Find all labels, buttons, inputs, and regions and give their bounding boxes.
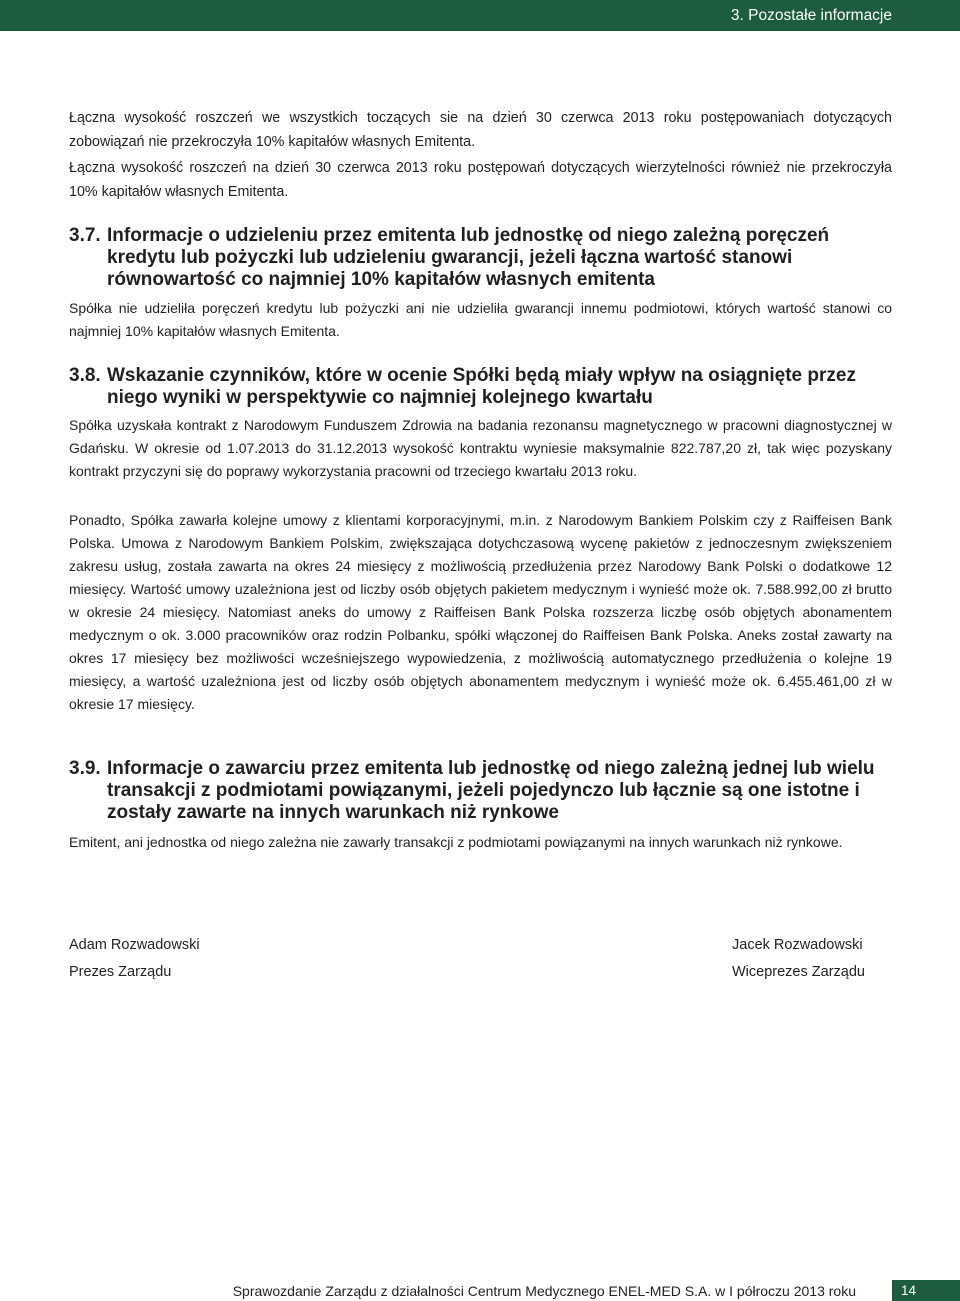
- section-3-9-paragraph: Emitent, ani jednostka od niego zależna nie zawarły transakcji z podmiotami powiązanymi na innych warunkach niż rynkowe.: [69, 834, 843, 850]
- heading-3-8-title: Wskazanie czynników, które w ocenie Spółki będą miały wpływ na osiągnięte przez niego wyniki w perspektywie co najmniej kolejnego kwartału: [107, 365, 856, 408]
- page-number: 14: [901, 1283, 917, 1298]
- page-number-box: [892, 1280, 960, 1301]
- intro-paragraph-1: Łączna wysokość roszczeń we wszystkich toczących sie na dzień 30 czerwca 2013 roku postępowaniach dotyczących zobowiązań nie przekroczyła 10% kapitałów własnych Emitenta.: [69, 110, 892, 150]
- signature-right: [732, 932, 865, 986]
- section-3-7-paragraph: Spółka nie udzieliła poręczeń kredytu lub pożyczki ani nie udzieliła gwarancji innemu podmiotowi, których wartość stanowi co najmniej 10% kapitałów własnych Emitenta.: [69, 300, 892, 339]
- heading-3-7: [69, 225, 892, 291]
- intro-paragraph-2: Łączna wysokość roszczeń na dzień 30 czerwca 2013 roku postępowań dotyczących wierzytelności również nie przekroczyła 10% kapitałów własnych Emitenta.: [69, 160, 892, 200]
- signature-left: [69, 932, 200, 986]
- heading-3-8: [69, 365, 892, 409]
- signature-right-name: Jacek Rozwadowski: [732, 937, 863, 953]
- signature-left-role: Prezes Zarządu: [69, 964, 172, 980]
- section-3-8-paragraph-1: Spółka uzyskała kontrakt z Narodowym Funduszem Zdrowia na badania rezonansu magnetycznego w pracowni diagnostycznej w Gdańsku. W okresie od 1.07.2013 do 31.12.2013 wysokość kontraktu wyniesie maksymalnie 822.787,20 zł, tak więc pozyskany kontrakt przyczyni się do poprawy wykorzystania pracowni od trzeciego kwartału 2013 roku.: [69, 417, 892, 479]
- signature-right-role: Wiceprezes Zarządu: [732, 964, 865, 980]
- section-title: 3. Pozostałe informacje: [730, 7, 892, 24]
- heading-3-8-number: 3.8.: [69, 365, 101, 386]
- heading-3-9-title: Informacje o zawarciu przez emitenta lub jednostkę od niego zależną jednej lub wielu transakcji z podmiotami powiązanymi, jeżeli pojedynczo lub łącznie są one istotne i zostały zawarte na innych warunkach niż rynkowe: [107, 758, 875, 823]
- heading-3-7-title: Informacje o udzieleniu przez emitenta lub jednostkę od niego zależną poręczeń kredytu lub pożyczki lub udzieleniu gwarancji, jeżeli łączna wartość stanowi równowartość co najmniej 10% kapitałów własnych emitenta: [107, 225, 830, 290]
- footer-report-title: Sprawozdanie Zarządu z działalności Centrum Medycznego ENEL-MED S.A. w I półroczu 2013 roku: [232, 1283, 856, 1299]
- signature-left-name: Adam Rozwadowski: [69, 937, 200, 953]
- header-bar: [0, 0, 960, 31]
- heading-3-9: [69, 758, 892, 824]
- section-3-8-paragraph-2: Ponadto, Spółka zawarła kolejne umowy z klientami korporacyjnymi, m.in. z Narodowym Bankiem Polskim czy z Raiffeisen Bank Polska. Umowa z Narodowym Bankiem Polskim, zwiększająca dotychczasową wycenę pakietów z jednoczesnym zwiększeniem zakresu usług, została zawarta na okres 24 miesięcy z możliwością przedłużenia przez Narodowy Bank Polski o dodatkowe 12 miesięcy. Wartość umowy uzależniona jest od liczby osób objętych pakietem medycznym i wynieść może ok. 7.588.992,00 zł brutto w okresie 24 miesięcy. Natomiast aneks do umowy z Raiffeisen Bank Polska rozszerza liczbę osób objętych abonamentem medycznym o ok. 3.000 pracowników oraz rodzin Polbanku, spółki włączonej do Raiffeisen Bank Polska. Aneks został zawarty na okres 17 miesięcy bez możliwości wcześniejszego wypowiedzenia, z możliwością automatycznego przedłużenia o kolejne 19 miesięcy, a wartość uzależniona jest od liczby osób objętych abonamentem medycznym i wynieść może ok. 6.455.461,00 zł w okresie 17 miesięcy.: [69, 512, 892, 712]
- heading-3-7-number: 3.7.: [69, 225, 101, 246]
- heading-3-9-number: 3.9.: [69, 758, 101, 779]
